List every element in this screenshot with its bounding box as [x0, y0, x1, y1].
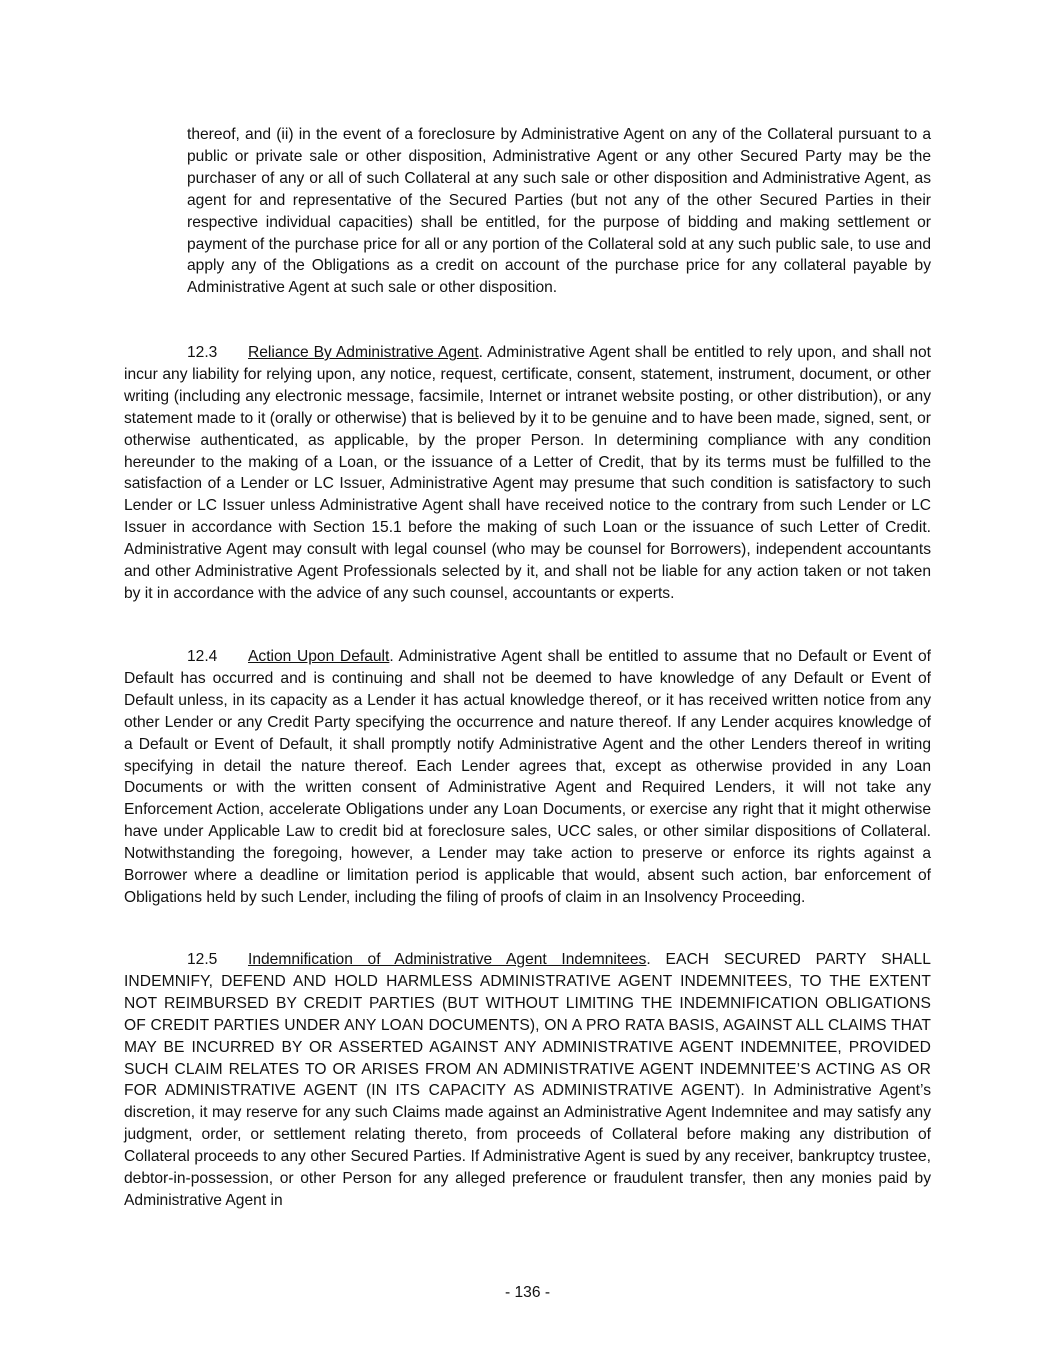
section-title: Action Upon Default: [248, 648, 390, 665]
section-title-suffix: .: [389, 648, 394, 665]
continuation-paragraph: thereof, and (ii) in the event of a foreclosure by Administrative Agent on any of the Collateral pursuant to a public or private sale or other disposition, Administrative Agent or any other Secured Party may be the purchaser of any or all of such Collateral at any such sale or other disposition and Administrative Agent, as agent for and representative of the Secured Parties (but not any of the other Secured Parties in their respective individual capacities) shall be entitled, for the purpose of bidding and making settlement or payment of the purchase price for all or any portion of the Collateral sold at any such public sale, to use and apply any of the Obligations as a credit on account of the purchase price for any collateral payable by Administrative Agent at such sale or other disposition.: [187, 126, 931, 297]
section-number: 12.4: [187, 648, 218, 665]
section-12-4: [124, 646, 931, 909]
section-title: Indemnification of Administrative Agent Indemnitees: [248, 951, 647, 968]
section-body: Administrative Agent shall be entitled to rely upon, and shall not incur any liability for relying upon, any notice, request, certificate, consent, statement, instrument, document, or other writing (including any electronic message, facsimile, Internet or intranet website posting, or other distribution), or any statement made to it (orally or otherwise) that is believed by it to be genuine and to have been made, signed, sent, or otherwise authenticated, as applicable, by the proper Person. In determining compliance with any condition hereunder to the making of a Loan, or the issuance of a Letter of Credit, that by its terms must be fulfilled to the satisfaction of a Lender or LC Issuer, Administrative Agent may presume that such condition is satisfactory to such Lender or LC Issuer unless Administrative Agent shall have received notice to the contrary from such Lender or LC Issuer in accordance with Section 15.1 before the making of such Loan or the issuance of such Letter of Credit. Administrative Agent may consult with legal counsel (who may be counsel for Borrowers), independent accountants and other Administrative Agent Professionals selected by it, and shall not be liable for any action taken or not taken by it in accordance with the advice of any such counsel, accountants or experts.: [124, 344, 931, 602]
section-title-suffix: .: [646, 951, 651, 968]
section-title: Reliance By Administrative Agent: [248, 344, 479, 361]
section-12-3: [124, 342, 931, 605]
section-body: In Administrative Agent’s discretion, it may reserve for any such Claims made against an Administrative Agent Indemnitee and may satisfy any judgment, order, or settlement relating thereto, from proceeds of Collateral before making any distribution of Collateral proceeds to any other Secured Parties. If Administrative Agent is sued by any receiver, bankruptcy trustee, debtor-in-possession, or other Person for any alleged preference or fraudulent transfer, then any monies paid by Administrative Agent in: [124, 1082, 931, 1209]
section-body: Administrative Agent shall be entitled to assume that no Default or Event of Default has occurred and is continuing and shall not be deemed to have knowledge of any Default or Event of Default unless, in its capacity as a Lender it has actual knowledge thereof, or it has received written notice from any other Lender or any Credit Party specifying the occurrence and nature thereof. If any Lender acquires knowledge of a Default or Event of Default, it shall promptly notify Administrative Agent and the other Lenders thereof in writing specifying in detail the nature thereof. Each Lender agrees that, except as otherwise provided in any Loan Documents or with the written consent of Administrative Agent and Required Lenders, it will not take any Enforcement Action, accelerate Obligations under any Loan Documents, or exercise any right that it might otherwise have under Applicable Law to credit bid at foreclosure sales, UCC sales, or other similar dispositions of Collateral. Notwithstanding the foregoing, however, a Lender may take action to preserve or enforce its rights against a Borrower where a deadline or limitation period is applicable that would, absent such action, bar enforcement of Obligations held by such Lender, including the filing of proofs of claim in an Insolvency Proceeding.: [124, 648, 931, 906]
section-number: 12.5: [187, 951, 218, 968]
section-12-5: [124, 949, 931, 1212]
section-title-suffix: .: [478, 344, 484, 361]
section-body-uppercase: EACH SECURED PARTY SHALL INDEMNIFY, DEFEND AND HOLD HARMLESS ADMINISTRATIVE AGENT INDEMNITEES, TO THE EXTENT NOT REIMBURSED BY CREDIT PARTIES (BUT WITHOUT LIMITING THE INDEMNIFICATION OBLIGATIONS OF CREDIT PARTIES UNDER ANY LOAN DOCUMENTS), ON A PRO RATA BASIS, AGAINST ALL CLAIMS THAT MAY BE INCURRED BY OR ASSERTED AGAINST ANY ADMINISTRATIVE AGENT INDEMNITEE, PROVIDED SUCH CLAIM RELATES TO OR ARISES FROM AN ADMINISTRATIVE AGENT INDEMNITEE’S ACTING AS OR FOR ADMINISTRATIVE AGENT (IN ITS CAPACITY AS ADMINISTRATIVE AGENT).: [124, 951, 931, 1100]
page-number: - 136 -: [504, 1284, 551, 1301]
section-number: 12.3: [187, 344, 218, 361]
